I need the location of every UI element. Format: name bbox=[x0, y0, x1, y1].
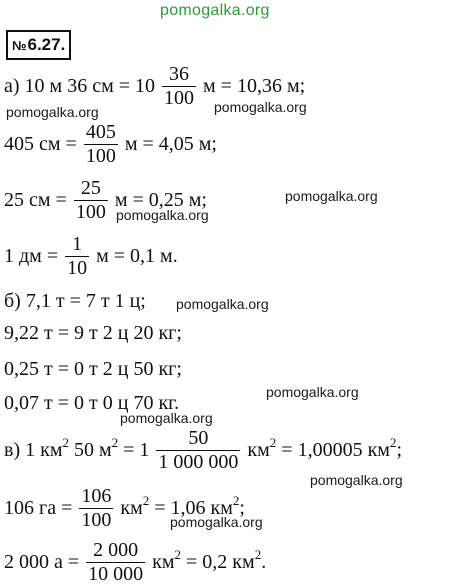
line-text: м = 10,36 м; bbox=[203, 75, 306, 97]
numerator: 36 bbox=[169, 63, 190, 85]
watermark: pomogalka.org bbox=[214, 99, 307, 115]
numerator: 106 bbox=[81, 485, 112, 507]
exponent: 2 bbox=[389, 435, 397, 450]
text: ; bbox=[239, 497, 245, 519]
line-b2: 9,22 т = 9 т 2 ц 20 кг; bbox=[4, 322, 182, 344]
denominator: 10 000 bbox=[88, 563, 144, 585]
denominator: 100 bbox=[75, 201, 106, 223]
line-text: а) 10 м 36 см = 10 bbox=[4, 75, 156, 97]
watermark-top: pomogalka.org bbox=[160, 2, 270, 19]
fraction bbox=[86, 540, 145, 585]
line-text bbox=[120, 493, 245, 520]
line-text: 25 см = bbox=[4, 189, 67, 211]
exponent: 2 bbox=[232, 493, 240, 508]
exponent: 2 bbox=[142, 493, 150, 508]
line-text bbox=[152, 547, 267, 574]
text: км bbox=[120, 497, 143, 519]
text: = 1,06 км bbox=[149, 497, 233, 519]
line-text: м = 4,05 м; bbox=[124, 133, 217, 155]
line-b4: 0,07 т = 0 т 0 ц 70 кг. bbox=[4, 392, 180, 414]
text: = 1 bbox=[118, 439, 150, 461]
text: = 1,00005 км bbox=[276, 439, 390, 461]
line-text bbox=[247, 435, 403, 462]
watermark: pomogalka.org bbox=[120, 410, 213, 426]
text: км bbox=[247, 439, 270, 461]
line-v3 bbox=[4, 540, 266, 585]
line-text: 1 дм = bbox=[4, 245, 59, 267]
denominator: 10 bbox=[67, 257, 88, 279]
fraction bbox=[84, 122, 118, 167]
watermark: pomogalka.org bbox=[170, 514, 263, 530]
text: = 0,2 км bbox=[181, 551, 255, 573]
exponent: 2 bbox=[254, 547, 262, 562]
text: . bbox=[261, 551, 267, 573]
line-v2 bbox=[4, 486, 245, 531]
line-a2 bbox=[4, 122, 217, 167]
line-b3: 0,25 т = 0 т 2 ц 50 кг; bbox=[4, 358, 182, 380]
watermark: pomogalka.org bbox=[116, 207, 209, 223]
line-text: 106 га = bbox=[4, 497, 73, 519]
fraction bbox=[65, 234, 89, 279]
line-text: 405 см = bbox=[4, 133, 77, 155]
task-number-badge bbox=[6, 30, 71, 60]
text: ; bbox=[396, 439, 403, 461]
denominator: 100 bbox=[164, 87, 195, 109]
numerator: 25 bbox=[80, 177, 101, 199]
exponent: 2 bbox=[174, 547, 182, 562]
line-text: 2 000 а = bbox=[4, 551, 80, 573]
watermark: pomogalka.org bbox=[285, 188, 378, 204]
numerator: 50 bbox=[188, 427, 209, 449]
fraction bbox=[74, 178, 108, 223]
number-sign: № bbox=[12, 38, 27, 53]
fraction bbox=[79, 486, 113, 531]
task-number: 6.27. bbox=[27, 35, 66, 54]
text: в) 1 км bbox=[4, 439, 63, 461]
denominator: 100 bbox=[81, 509, 112, 531]
exponent: 2 bbox=[269, 435, 277, 450]
line-text: м = 0,25 м; bbox=[114, 189, 207, 211]
line-text: м = 0,1 м. bbox=[96, 245, 178, 267]
line-a4 bbox=[4, 234, 178, 279]
exponent: 2 bbox=[111, 435, 119, 450]
watermark: pomogalka.org bbox=[266, 384, 359, 400]
numerator: 1 bbox=[72, 233, 83, 255]
watermark: pomogalka.org bbox=[310, 472, 403, 488]
denominator: 100 bbox=[85, 145, 116, 167]
fraction bbox=[162, 64, 196, 109]
line-a1 bbox=[4, 64, 305, 109]
numerator: 405 bbox=[85, 121, 116, 143]
line-b1: б) 7,1 т = 7 т 1 ц; bbox=[4, 290, 146, 312]
fraction bbox=[156, 428, 240, 473]
exponent: 2 bbox=[62, 435, 69, 450]
numerator: 2 000 bbox=[93, 539, 139, 561]
watermark: pomogalka.org bbox=[176, 296, 269, 312]
line-a3 bbox=[4, 178, 207, 223]
denominator: 1 000 000 bbox=[158, 451, 239, 473]
line-text bbox=[4, 435, 150, 462]
text: 50 м bbox=[68, 439, 112, 461]
line-v1 bbox=[4, 428, 402, 473]
text: км bbox=[152, 551, 175, 573]
watermark: pomogalka.org bbox=[6, 104, 99, 120]
